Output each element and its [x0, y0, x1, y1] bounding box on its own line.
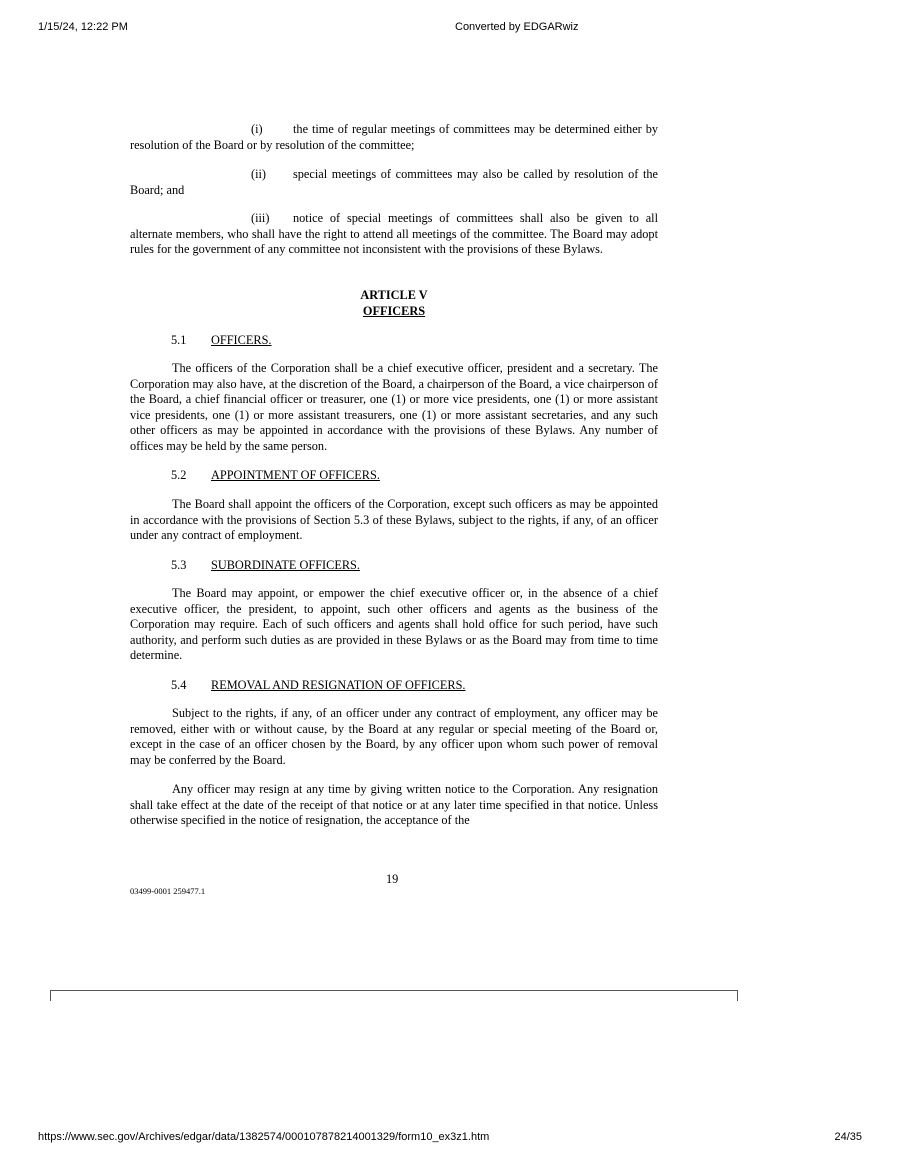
source-url: https://www.sec.gov/Archives/edgar/data/1382574/000107878214001329/form10_ex3z1.htm — [38, 1131, 490, 1143]
section-heading — [171, 468, 380, 484]
section-heading — [171, 558, 360, 574]
section-number: 5.4 — [171, 678, 187, 692]
article-number: ARTICLE V — [360, 288, 428, 302]
item-number: (i) — [251, 122, 263, 136]
print-timestamp: 1/15/24, 12:22 PM — [38, 21, 128, 33]
list-item — [130, 211, 658, 258]
page-frame-divider — [50, 990, 738, 1001]
article-title: OFFICERS — [362, 304, 426, 318]
print-page-count: 24/35 — [834, 1131, 862, 1143]
paragraph: Subject to the rights, if any, of an officer under any contract of employment, any officer may be removed, either with or without cause, by the Board at any regular or special meeting of the Board or, except in the case of an officer chosen by the Board, by any officer upon whom such power of removal may be conferred by the Board. — [130, 706, 658, 767]
list-item — [130, 167, 658, 198]
section-heading — [171, 333, 271, 349]
page-number: 19 — [386, 872, 399, 886]
document-id: 03499-0001 259477.1 — [130, 886, 206, 896]
item-text: notice of special meetings of committees shall also be given to all alternate members, who shall have the right to attend all meetings of the committee. The Board may adopt rules for the government of any committee not inconsistent with the provisions of these Bylaws. — [130, 211, 658, 257]
section-number: 5.2 — [171, 468, 187, 482]
item-text: special meetings of committees may also be called by resolution of the Board; and — [130, 167, 658, 197]
converter-label: Converted by EDGARwiz — [455, 21, 579, 33]
paragraph: The Board may appoint, or empower the chief executive officer or, in the absence of a chief executive officer, the president, to appoint, such other officers and agents as the business of the Corporation may require. Each of such officers and agents shall hold office for such period, have such authority, and perform such duties as are provided in these Bylaws or as the Board may from time to time determine. — [130, 586, 658, 663]
item-number: (iii) — [251, 211, 270, 225]
item-number: (ii) — [251, 167, 267, 181]
section-title: APPOINTMENT OF OFFICERS. — [211, 468, 380, 482]
section-title: SUBORDINATE OFFICERS. — [211, 558, 360, 572]
paragraph: Any officer may resign at any time by giving written notice to the Corporation. Any resignation shall take effect at the date of the receipt of that notice or at any later time specified in that notice. Unless otherwise specified in the notice of resignation, the acceptance of the — [130, 782, 658, 828]
section-title: REMOVAL AND RESIGNATION OF OFFICERS. — [211, 678, 466, 692]
section-number: 5.1 — [171, 333, 187, 347]
paragraph: The officers of the Corporation shall be a chief executive officer, president and a secretary. The Corporation may also have, at the discretion of the Board, a chairperson of the Board, a vice chairperson of the Board, a chief financial officer or treasurer, one (1) or more vice presidents, one (1) or more assistant vice presidents, one (1) or more assistant treasurers, one (1) or more assistant secretaries, and any such other officers as may be appointed in accordance with the provisions of these Bylaws. Any number of offices may be held by the same person. — [130, 361, 658, 453]
section-title: OFFICERS. — [211, 333, 272, 347]
list-item — [130, 122, 658, 153]
section-number: 5.3 — [171, 558, 187, 572]
section-heading — [171, 678, 466, 694]
item-text: the time of regular meetings of committees may be determined either by resolution of the Board or by resolution of the committee; — [130, 122, 658, 152]
paragraph: The Board shall appoint the officers of the Corporation, except such officers as may be appointed in accordance with the provisions of Section 5.3 of these Bylaws, subject to the rights, if any, of an officer under any contract of employment. — [130, 497, 658, 543]
